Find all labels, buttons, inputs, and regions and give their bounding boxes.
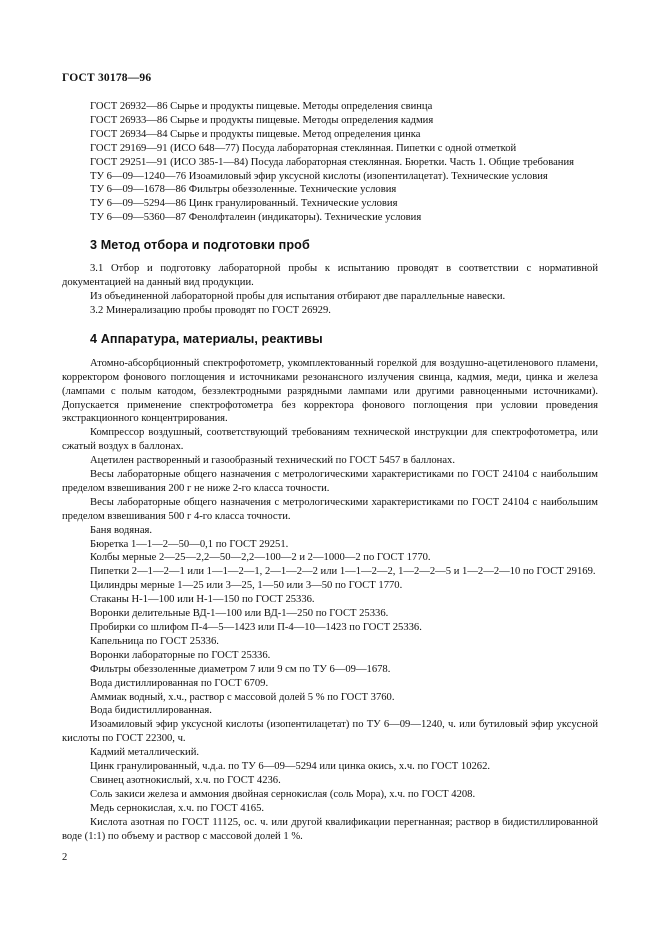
equipment-item: Фильтры обеззоленные диаметром 7 или 9 см по ТУ 6—09—1678.	[90, 663, 391, 675]
section-3-paragraph: 3.1 Отбор и подготовку лабораторной пробы к испытанию проводят в соответствии с нормативной документацией на данный вид продукции.	[62, 263, 598, 289]
section-4	[62, 331, 598, 844]
equipment-item: Весы лабораторные общего назначения с метрологическими характеристиками по ГОСТ 24104 с наибольшим пределом взвешивания 200 г не ниже 2-го класса точности.	[62, 469, 598, 494]
equipment-item: Бюретка 1—1—2—50—0,1 по ГОСТ 29251.	[90, 538, 289, 550]
equipment-item: Медь сернокислая, х.ч. по ГОСТ 4165.	[90, 802, 265, 814]
reference-item: ГОСТ 26932—86 Сырье и продукты пищевые. Методы определения свинца	[90, 101, 433, 112]
reference-item: ТУ 6—09—1240—76 Изоамиловый эфир уксусной кислоты (изопентилацетат). Технические условия	[90, 170, 548, 182]
page-number: 2	[62, 852, 68, 863]
reference-item: ТУ 6—09—5360—87 Фенолфталеин (индикаторы). Технические условия	[90, 212, 422, 224]
equipment-item: Цинк гранулированный, ч.д.а. по ТУ 6—09—5294 или цинка окись, х.ч. по ГОСТ 10262.	[90, 761, 491, 773]
equipment-item: Ацетилен растворенный и газообразный технический по ГОСТ 5457 в баллонах.	[90, 455, 455, 467]
equipment-item: Весы лабораторные общего назначения с метрологическими характеристиками по ГОСТ 24104 с наибольшим пределом взвешивания 500 г 4-го класса точности.	[62, 496, 598, 522]
section-3-title: 3 Метод отбора и подготовки проб	[90, 238, 310, 253]
section-3	[62, 237, 598, 318]
equipment-item: Изоамиловый эфир уксусной кислоты (изопентилацетат) по ТУ 6—09—1240, ч. или бутиловый эфир уксусной кислоты по ГОСТ 22300, ч.	[62, 719, 598, 745]
reference-item: ГОСТ 26933—86 Сырье и продукты пищевые. Методы определения кадмия	[90, 114, 434, 126]
equipment-item: Вода дистиллированная по ГОСТ 6709.	[90, 677, 269, 689]
equipment-item: Воронки делительные ВД-1—100 или ВД-1—250 по ГОСТ 25336.	[90, 608, 389, 620]
section-3-paragraph: 3.2 Минерализацию пробы проводят по ГОСТ 26929.	[90, 304, 331, 316]
document-body	[62, 100, 598, 844]
section-3-paragraph: Из объединенной лабораторной пробы для испытания отбирают две параллельные навески.	[90, 290, 506, 302]
normative-references-list	[62, 100, 598, 225]
document-code: ГОСТ 30178—96	[62, 72, 152, 84]
equipment-item: Кадмий металлический.	[90, 747, 200, 759]
equipment-item: Капельница по ГОСТ 25336.	[90, 635, 219, 647]
equipment-item: Аммиак водный, х.ч., раствор с массовой долей 5 % по ГОСТ 3760.	[90, 691, 395, 703]
equipment-item: Кислота азотная по ГОСТ 11125, ос. ч. или другой квалификации перегнанная; раствор в бидистиллированной воде (1:1) по объему и раствор с массовой долей 1 %.	[62, 816, 598, 842]
equipment-item: Вода бидистиллированная.	[90, 705, 212, 717]
reference-item: ТУ 6—09—5294—86 Цинк гранулированный. Технические условия	[90, 198, 398, 210]
equipment-item: Компрессор воздушный, соответствующий требованиям технической инструкции для спектрофотометра, или сжатый воздух в баллонах.	[62, 427, 598, 453]
equipment-list	[62, 357, 598, 844]
equipment-item: Баня водяная.	[90, 524, 153, 536]
equipment-item: Цилиндры мерные 1—25 или 3—25, 1—50 или 3—50 по ГОСТ 1770.	[90, 580, 403, 592]
equipment-item: Пипетки 2—1—2—1 или 1—1—2—1, 2—1—2—2 или 1—1—2—2, 1—2—2—5 и 1—2—2—10 по ГОСТ 29169.	[90, 566, 596, 578]
equipment-item: Соль закиси железа и аммония двойная сернокислая (соль Мора), х.ч. по ГОСТ 4208.	[90, 788, 476, 800]
equipment-item: Воронки лабораторные по ГОСТ 25336.	[90, 649, 271, 661]
reference-item: ТУ 6—09—1678—86 Фильтры обеззоленные. Технические условия	[90, 184, 397, 196]
equipment-item: Пробирки со шлифом П-4—5—1423 или П-4—10—1423 по ГОСТ 25336.	[90, 622, 422, 633]
reference-item: ГОСТ 29169—91 (ИСО 648—77) Посуда лабораторная стеклянная. Пипетки с одной отметкой	[90, 142, 517, 154]
equipment-item: Колбы мерные 2—25—2,2—50—2,2—100—2 и 2—1000—2 по ГОСТ 1770.	[90, 552, 431, 564]
equipment-item: Атомно-абсорбционный спектрофотометр, укомплектованный горелкой для воздушно-ацетиленового пламени, корректором фонового поглощения и источниками резонансного излучения свинца, кадмия, меди, цинка и железа (лампами с полым катодом, безэлектродными разрядными лампами или другими равноценными источниками). Допускается применение спектрофотометра без корректора фонового поглощения при условии проведения экстракционного концентрирования.	[62, 357, 598, 425]
equipment-item: Стаканы Н-1—100 или Н-1—150 по ГОСТ 25336.	[90, 594, 315, 606]
equipment-item: Свинец азотнокислый, х.ч. по ГОСТ 4236.	[90, 774, 281, 786]
section-4-title: 4 Аппаратура, материалы, реактивы	[90, 331, 323, 346]
reference-item: ГОСТ 26934—84 Сырье и продукты пищевые. Метод определения цинка	[90, 128, 421, 140]
reference-item: ГОСТ 29251—91 (ИСО 385-1—84) Посуда лабораторная стеклянная. Бюретки. Часть 1. Общие требования	[90, 156, 575, 168]
